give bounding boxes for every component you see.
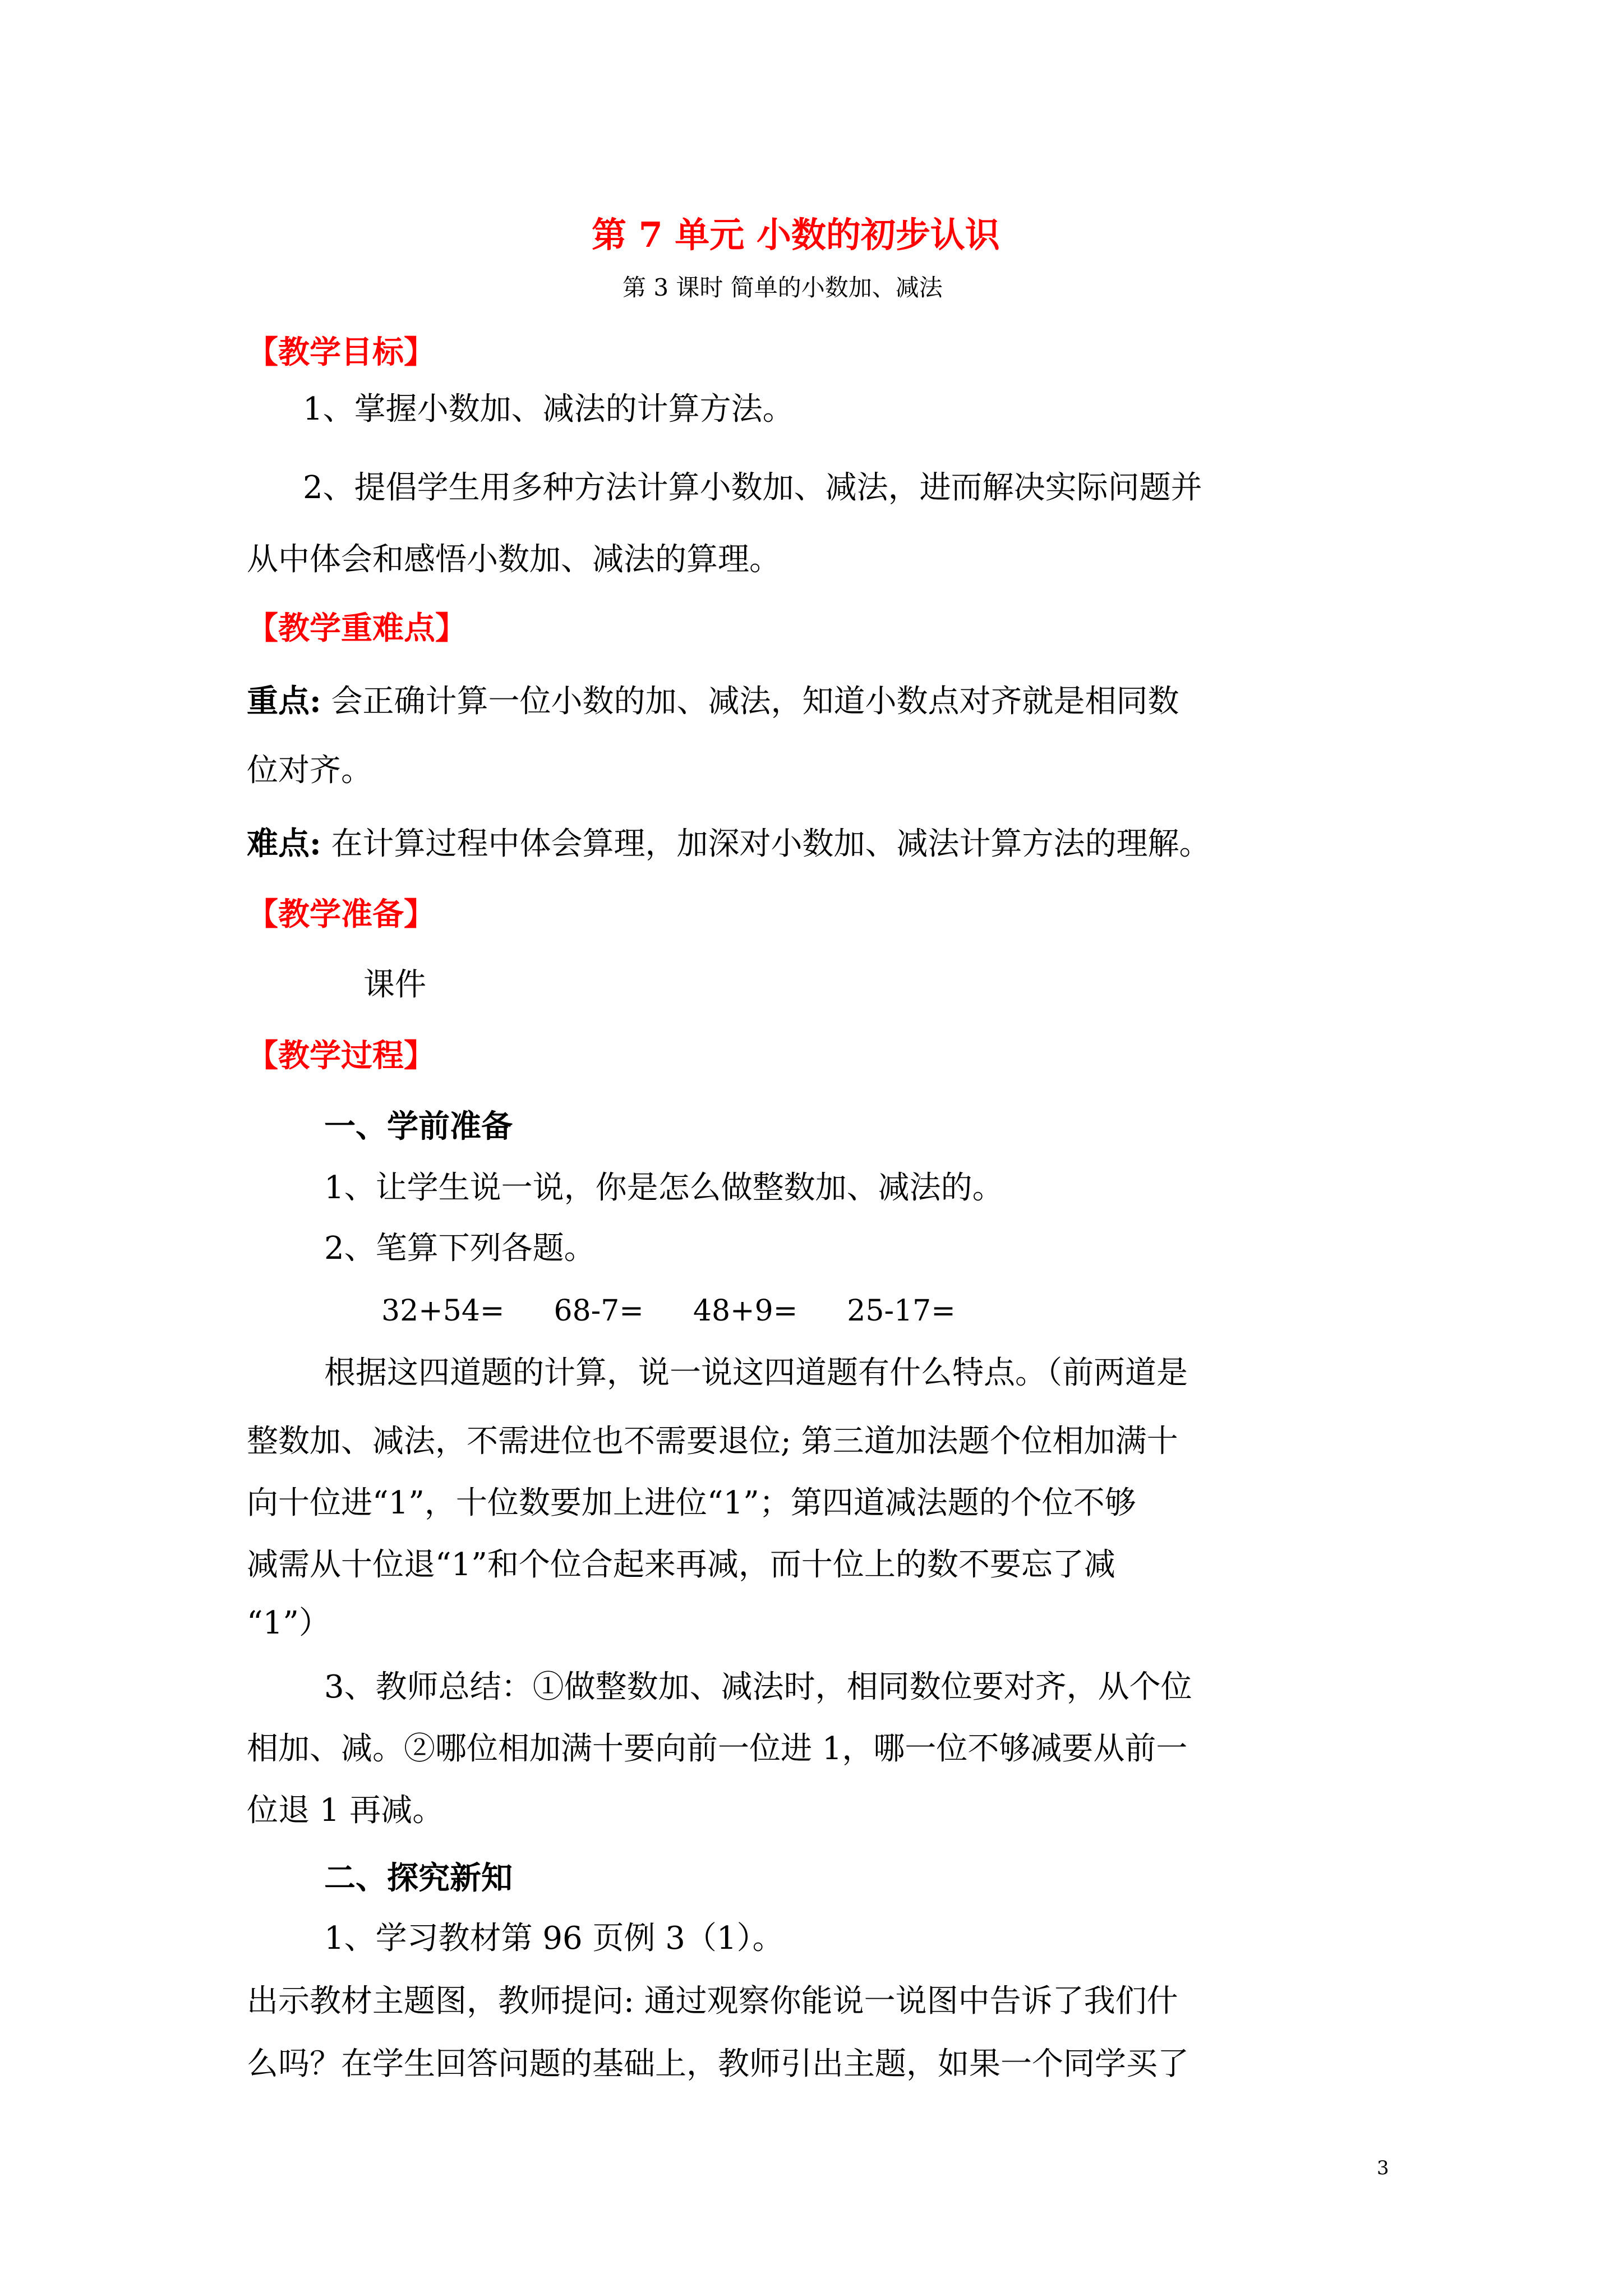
show-line-1: 出示教材主题图，教师提问: 通过观察你能说一说图中告诉了我们什 <box>247 1983 1178 2019</box>
section-heading-objectives: 【教学目标】 <box>247 334 435 371</box>
objective-item-2-line2: 从中体会和感悟小数加、减法的算理。 <box>247 541 781 578</box>
key-point-line2: 位对齐。 <box>247 752 372 789</box>
summary-line-2: 相加、减。②哪位相加满十要向前一位进 1，哪一位不够减要从前一 <box>247 1731 1188 1767</box>
analysis-line-1: 根据这四道题的计算，说一说这四道题有什么特点。（前两道是 <box>324 1355 1188 1391</box>
analysis-line-3: 向十位进“1”，十位数要加上进位“1”；第四道减法题的个位不够 <box>247 1485 1136 1521</box>
process-item-2: 2、笔算下列各题。 <box>324 1230 596 1267</box>
analysis-line-2: 整数加、减法，不需进位也不需要退位; 第三道加法题个位相加满十 <box>247 1423 1178 1460</box>
section-heading-process: 【教学过程】 <box>247 1037 435 1074</box>
difficulty-label: 难点: <box>247 825 321 862</box>
process-item-1: 1、让学生说一说，你是怎么做整数加、减法的。 <box>324 1170 1004 1206</box>
exercise-3: 48+9= <box>693 1294 798 1328</box>
page-subtitle: 第 3 课时 简单的小数加、减法 <box>623 274 943 301</box>
objective-item-2-line1: 2、提倡学生用多种方法计算小数加、减法，进而解决实际问题并 <box>303 470 1202 506</box>
section-heading-preparation: 【教学准备】 <box>247 896 435 933</box>
exercise-1: 32+54= <box>381 1294 505 1328</box>
analysis-line-4: 减需从十位退“1”和个位合起来再减，而十位上的数不要忘了减 <box>247 1547 1115 1583</box>
difficulty-text: 在计算过程中体会算理，加深对小数加、减法计算方法的理解。 <box>321 826 1211 862</box>
key-point-line1 <box>247 683 1179 720</box>
section-heading-key-points: 【教学重难点】 <box>247 610 467 647</box>
exercise-4: 25-17= <box>847 1294 956 1328</box>
summary-line-1: 3、教师总结：①做整数加、减法时，相同数位要对齐，从个位 <box>324 1669 1192 1705</box>
show-line-2: 么吗？在学生回答问题的基础上，教师引出主题，如果一个同学买了 <box>247 2046 1189 2082</box>
analysis-line-5: “1”） <box>247 1605 330 1641</box>
learn-line: 1、学习教材第 96 页例 3（1）。 <box>324 1920 784 1957</box>
difficulty-line <box>247 825 1211 862</box>
preparation-item: 课件 <box>363 967 426 1003</box>
exercise-row <box>381 1295 1005 1326</box>
objective-item-1: 1、掌握小数加、减法的计算方法。 <box>303 391 794 427</box>
summary-line-3: 位退 1 再减。 <box>247 1792 444 1829</box>
part1-title: 一、学前准备 <box>324 1108 513 1145</box>
page-title: 第 7 单元 小数的初步认识 <box>592 214 1000 255</box>
key-point-text: 会正确计算一位小数的加、减法，知道小数点对齐就是相同数 <box>321 683 1179 720</box>
part2-title: 二、探究新知 <box>324 1860 513 1897</box>
page-number: 3 <box>1377 2157 1389 2179</box>
key-point-label: 重点: <box>247 683 321 720</box>
exercise-2: 68-7= <box>554 1294 644 1328</box>
